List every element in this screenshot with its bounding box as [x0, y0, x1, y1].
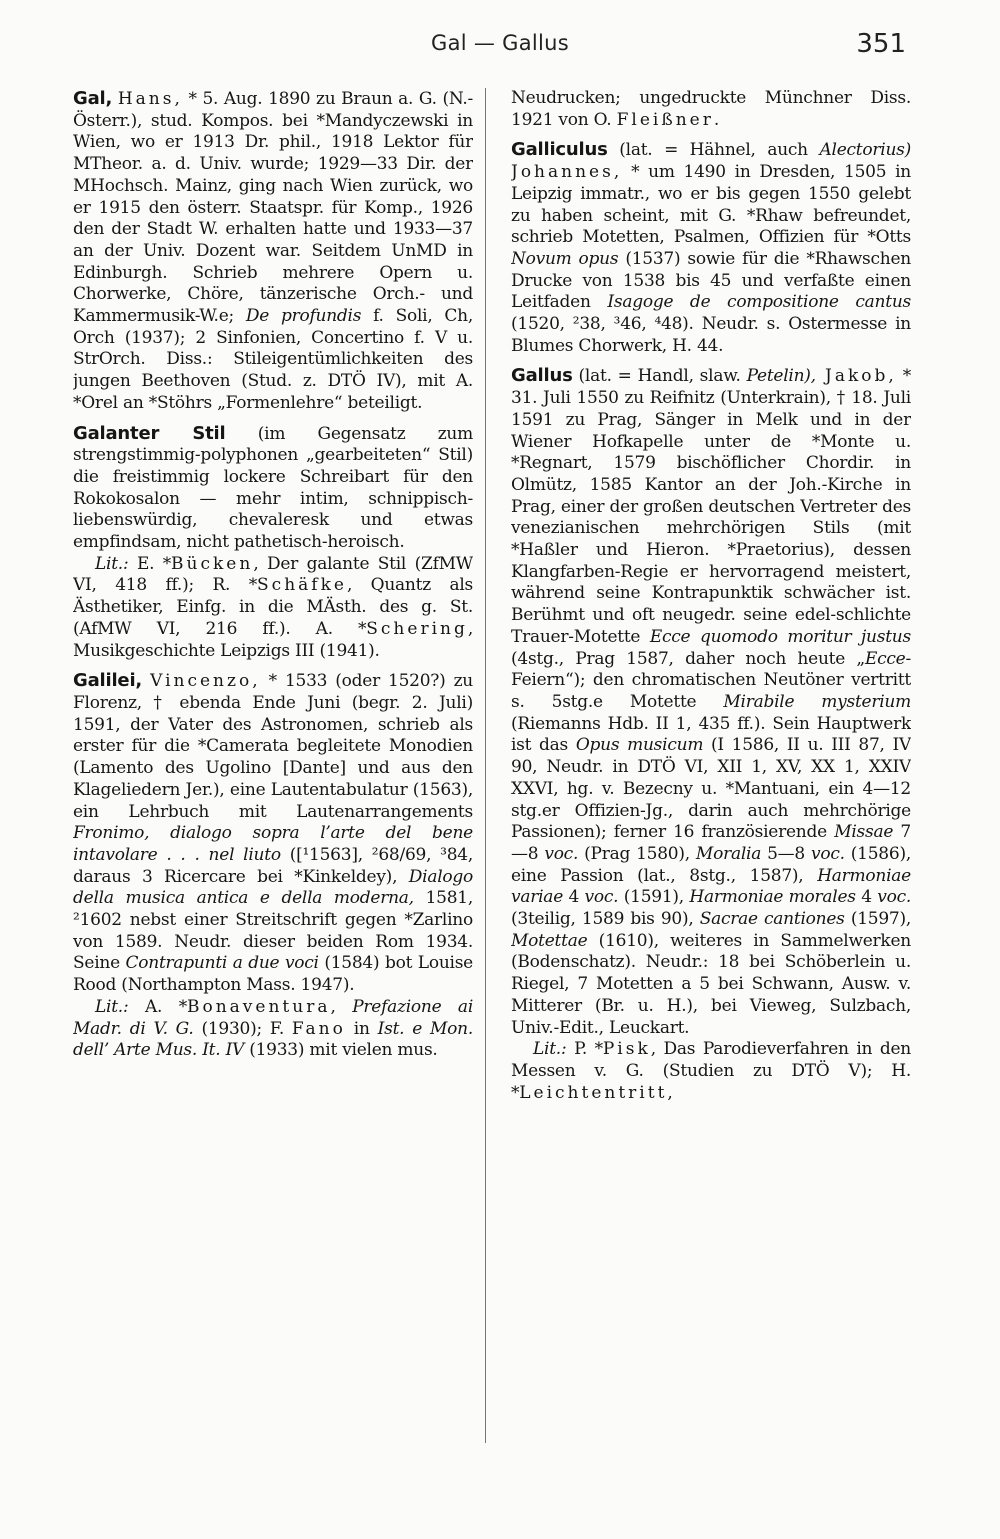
entry-text: 5—8	[761, 843, 812, 864]
entry-text: 1581, ²1602 nebst einer Streitschrift gegen *Zarlino von 1589. Neudr. dieser beiden Rom 1934. Seine	[73, 888, 473, 974]
author-name: Leichtentritt	[519, 1082, 668, 1103]
entry-text: (im Gegensatz zum strengstimmig-polyphonen „gearbeiteten“ Stil) die freistimmig lockere Schreibart für den Rokokosalon — mehr intim, schnippisch-liebenswürdig, chevaleresk und etwas empfindsam, nicht pathetisch-heroisch.	[73, 423, 473, 553]
headword: Gallus	[511, 365, 573, 387]
lit-text: , Der galante Stil (ZfMW VI, 418 ff.); R. *	[73, 553, 473, 596]
work-title: Contrapunti a due voci	[125, 953, 319, 974]
lit-label: Lit.:	[95, 553, 129, 574]
lit-text: (1930); F.	[193, 1018, 292, 1039]
voices-abbrev: voc.	[584, 887, 619, 908]
work-title: Ecce quomodo moritur justus	[649, 626, 911, 647]
work-title: Ecce	[864, 648, 906, 669]
lit-text: (1933) mit vielen mus.	[244, 1040, 438, 1061]
work-title: Moralia	[695, 843, 762, 864]
entry-text: 4	[855, 887, 878, 908]
headword: Galilei,	[73, 670, 143, 692]
lit-text: ,	[667, 1082, 673, 1103]
entry-text: (1520, ²38, ³46, ⁴48). Neudr. s. Ostermesse in Blumes Chorwerk, H. 44.	[511, 314, 911, 356]
literature-galanter-stil	[73, 554, 473, 663]
work-title: Prefazione ai Madr. di V. G.	[73, 996, 473, 1039]
entry-text: * 31. Juli 1550 zu Reifnitz (Unterkrain), † 18. Juli 1591 zu Prag, Sänger in Melk und in der Wiener Hofkapelle unter de *Monte u. *Regnart, 1579 bischöflicher Chordir. in Olmütz, 1585 Kantor an der Joh.-Kirche in Prag, einer der großen deutschen Vertreter des venezianischen mehrchörigen Stils (mit *Haßler und Hieron. *Praetorius), dessen Klangfarben-Regie er hervorragend meistert, während seine Kontrapunktik schwächer ist. Berühmt und oft neugedr. seine edel-schlichte Trauer-Motette	[511, 366, 911, 647]
work-title: De profundis	[245, 306, 362, 327]
work-title: Isagoge de compositione cantus	[607, 292, 911, 313]
headword: Gal,	[73, 88, 113, 109]
entry-text: -Feiern“); den chromatischen Neutöner vertritt s. 5stg.e Motette	[511, 648, 911, 712]
author-name: Fleißner	[616, 109, 714, 130]
lit-text: , Musikgeschichte Leipzigs III (1941).	[73, 618, 473, 661]
work-title: Sacrae cantiones	[699, 909, 845, 930]
entry-text: * 5. Aug. 1890 zu Braun a. G. (N.-Österr.), stud. Kompos. bei *Mandyczewski in Wien, wo er 1913 Dr. phil., 1918 Lektor für MTheor. a. d. Univ. wurde; 1929—33 Dir. der MHochsch. Mainz, ging nach Wien zurück, wo er 1915 den österr. Staatspr. für Komp., 1926 den der Stadt W. erhalten hatte und 1933—37 an der Univ. Dozent war. Seitdem UnMD in Edinburgh. Schrieb mehrere Opern u. Chorwerke, Chöre, tänzerische Orch.- und Kammermusik-W.e;	[73, 89, 473, 327]
entry-text: (1610), weiteres in Sammelwerken (Bodenschatz). Neudr.: 18 bei Schöberlein u. Riegel, 7 Motetten a 5 bei Schwann, Ausw. v. Mitterer (Br. u. H.), bei Vieweg, Sulzbach, Univ.-Edit., Leuckart.	[511, 930, 911, 1038]
work-title: Novum opus	[511, 248, 619, 269]
voices-abbrev: voc.	[877, 887, 911, 908]
author-name: Pisk	[602, 1039, 651, 1060]
entry-text: f. Soli, Ch, Orch (1937); 2 Sinfonien, Concertino f. V u. StrOrch. Diss.: Stileigentümlichkeiten des jungen Beethoven (Stud. z. DTÖ IV), mit A. *Orel an *Stöhrs „Formenlehre“ beteiligt.	[73, 306, 473, 413]
author-name: Bücken	[171, 553, 254, 574]
work-title: Harmoniae morales	[689, 887, 856, 908]
work-title: Ist. e Mon. dell’ Arte Mus. It. IV	[73, 1018, 473, 1061]
entry-text: 7—8	[511, 822, 911, 864]
entry-text: (Riemanns Hdb. II 1, 435 ff.). Sein Hauptwerk ist das	[511, 713, 911, 756]
work-title: Dialogo della musica antica e della moderna,	[73, 866, 473, 909]
lit-text: A. *	[128, 996, 187, 1017]
left-column	[73, 88, 473, 1448]
author-name: Fano	[291, 1018, 346, 1039]
author-name: Schering	[366, 618, 468, 639]
entry-text: .	[713, 109, 719, 130]
person-name: Vincenzo,	[150, 671, 261, 692]
entry-galliculus	[511, 139, 911, 357]
lit-text: E. *	[128, 553, 172, 574]
entry-text: ([¹1563], ²68/69, ³84, daraus 3 Ricercare bei *Kinkeldey),	[73, 844, 473, 887]
entry-gal	[73, 88, 473, 415]
entry-galanter-stil	[73, 423, 473, 554]
entry-text: (1537) sowie für die *Rhawschen Drucke von 1538 bis 45 und verfaßte einen Leitfaden	[511, 248, 911, 313]
entry-gallus	[511, 365, 911, 1039]
entry-text: (1597),	[844, 909, 911, 930]
lit-text: P. *	[566, 1039, 603, 1060]
person-name: Johannes,	[511, 162, 623, 183]
headword: Galanter Stil	[73, 422, 226, 444]
entry-galilei-continued	[511, 88, 911, 131]
lit-text: , Das Parodieverfahren in den Messen v. G. (Studien zu DTÖ V); H. *	[511, 1039, 911, 1103]
work-title: Motettae	[511, 930, 588, 951]
work-title: Missae	[834, 822, 894, 843]
author-name: Bonaventura	[187, 996, 331, 1017]
voices-abbrev: voc.	[811, 843, 845, 864]
running-title: Gal — Gallus	[431, 31, 569, 55]
literature-galilei	[73, 997, 473, 1062]
entry-text: (lat. = Hähnel, auch	[607, 140, 820, 161]
voices-abbrev: voc.	[544, 843, 579, 864]
alias-name: Petelin),	[746, 366, 816, 387]
work-title: Harmoniae variae	[511, 865, 911, 908]
entry-text: (1591),	[618, 887, 690, 908]
entry-text: Neudrucken; ungedruckte Münchner Diss. 1921 von O.	[511, 88, 911, 130]
lit-label: Lit.:	[533, 1039, 567, 1060]
work-title: Fronimo, dialogo sopra l’arte del bene intavolare . . . nel liuto	[73, 823, 473, 865]
entry-text: * um 1490 in Dresden, 1505 in Leipzig immatr., wo er bis gegen 1550 gelebt zu haben scheint, mit G. *Rhaw befreundet, schrieb Motetten, Psalmen, Offizien für *Otts	[511, 162, 911, 248]
entry-text: (1586), eine Passion (lat., 8stg., 1587),	[511, 843, 911, 886]
entry-text: (4stg., Prag 1587, daher noch heute „	[511, 648, 865, 669]
lit-text: in	[345, 1018, 378, 1039]
work-title: Mirabile mysterium	[723, 691, 911, 712]
entry-text: (3teilig, 1589 bis 90),	[511, 909, 700, 930]
headword: Galliculus	[511, 139, 608, 161]
entry-text: (I 1586, II u. III 87, IV 90, Neudr. in DTÖ VI, XII 1, XV, XX 1, XXIV XXVI, hg. v. Bezecny u. *Mantuani, ein 4—12 stg.er Offizien-Jg., darin auch mehrchörige Passionen); ferner 16 französierende	[511, 735, 911, 843]
lit-text: ,	[330, 996, 353, 1017]
author-name: Schäfke	[257, 575, 347, 596]
person-name: Jakob,	[815, 366, 897, 387]
entry-galilei	[73, 670, 473, 997]
alias-name: Alectorius)	[819, 140, 911, 161]
person-name: Hans,	[117, 89, 183, 109]
column-divider	[485, 88, 486, 1443]
lit-label: Lit.:	[95, 996, 129, 1017]
page-number: 351	[856, 29, 906, 59]
entry-text: (lat. = Handl, slaw.	[572, 366, 747, 387]
lit-text: , Quantz als Ästhetiker, Einfg. in die MÄsth. des g. St. (AfMW VI, 216 ff.). A. *	[73, 575, 473, 639]
right-column	[511, 88, 911, 1448]
entry-text: (1584) bot Louise Rood (Northampton Mass. 1947).	[73, 953, 473, 996]
literature-gallus	[511, 1039, 911, 1104]
entry-text: (Prag 1580),	[578, 843, 696, 864]
entry-text: 4	[563, 887, 585, 908]
work-title: Opus musicum	[575, 735, 704, 756]
entry-text: * 1533 (oder 1520?) zu Florenz, † ebenda Ende Juni (begr. 2. Juli) 1591, der Vater des Astronomen, schrieb als erster für die *Camerata begleitete Monodien (Lamento des Ugolino [Dante] und aus den Klageliedern Jer.), eine Lautentabulatur (1563), ein Lehrbuch mit Lautenarrangements	[73, 671, 473, 822]
